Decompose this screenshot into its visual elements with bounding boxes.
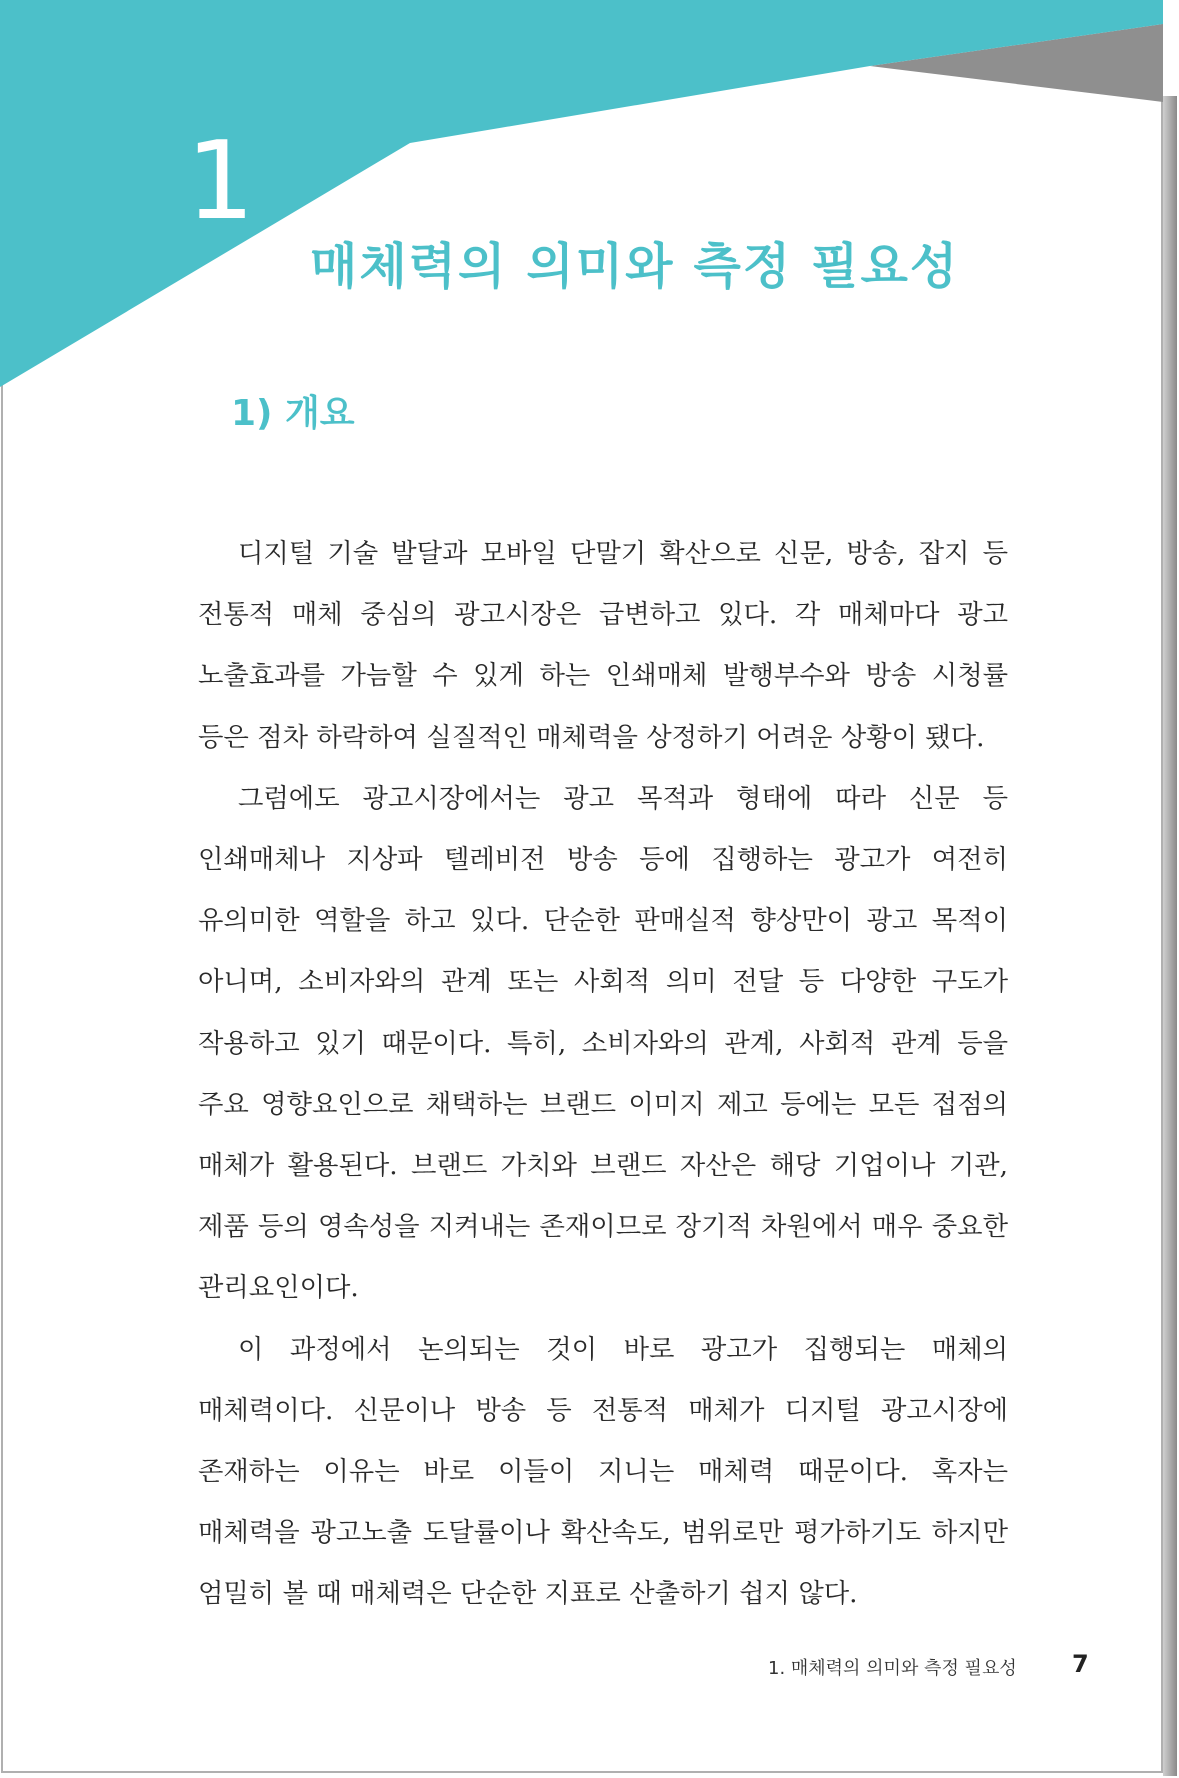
running-footer-title: 1. 매체력의 의미와 측정 필요성 [768, 1658, 1017, 1679]
body-text [198, 524, 1008, 1626]
paragraph: 디지털 기술 발달과 모바일 단말기 확산으로 신문, 방송, 잡지 등 전통적 매체 중심의 광고시장은 급변하고 있다. 각 매체마다 광고 노출효과를 가늠할 수 있게 하는 인쇄매체 발행부수와 방송 시청률 등은 점차 하락하여 실질적인 매체력을 상정하기 어려운 상황이 됐다. [198, 539, 1008, 753]
paragraph: 그럼에도 광고시장에서는 광고 목적과 형태에 따라 신문 등 인쇄매체나 지상파 텔레비전 방송 등에 집행하는 광고가 여전히 유의미한 역할을 하고 있다. 단순한 판매실적 향상만이 광고 목적이 아니며, 소비자와의 관계 또는 사회적 의미 전달 등 다양한 구도가 작용하고 있기 때문이다. 특히, 소비자와의 관계, 사회적 관계 등을 주요 영향요인으로 채택하는 브랜드 이미지 제고 등에는 모든 접점의 매체가 활용된다. 브랜드 가치와 브랜드 자산은 해당 기업이나 기관, 제품 등의 영속성을 지켜내는 존재이므로 장기적 차원에서 매우 중요한 관리요인이다. [198, 783, 1008, 1304]
chapter-number: 1 [186, 119, 255, 244]
page-number: 7 [1072, 1650, 1089, 1678]
section-heading: 1) 개요 [231, 393, 355, 434]
chapter-title: 매체력의 의미와 측정 필요성 [310, 238, 960, 295]
header-banner [0, 0, 1179, 400]
paragraph: 이 과정에서 논의되는 것이 바로 광고가 집행되는 매체의 매체력이다. 신문이나 방송 등 전통적 매체가 디지털 광고시장에 존재하는 이유는 바로 이들이 지니는 매체력 때문이다. 혹자는 매체력을 광고노출 도달률이나 확산속도, 범위로만 평가하기도 하지만 엄밀히 볼 때 매체력은 단순한 지표로 산출하기 쉽지 않다. [198, 1334, 1009, 1610]
